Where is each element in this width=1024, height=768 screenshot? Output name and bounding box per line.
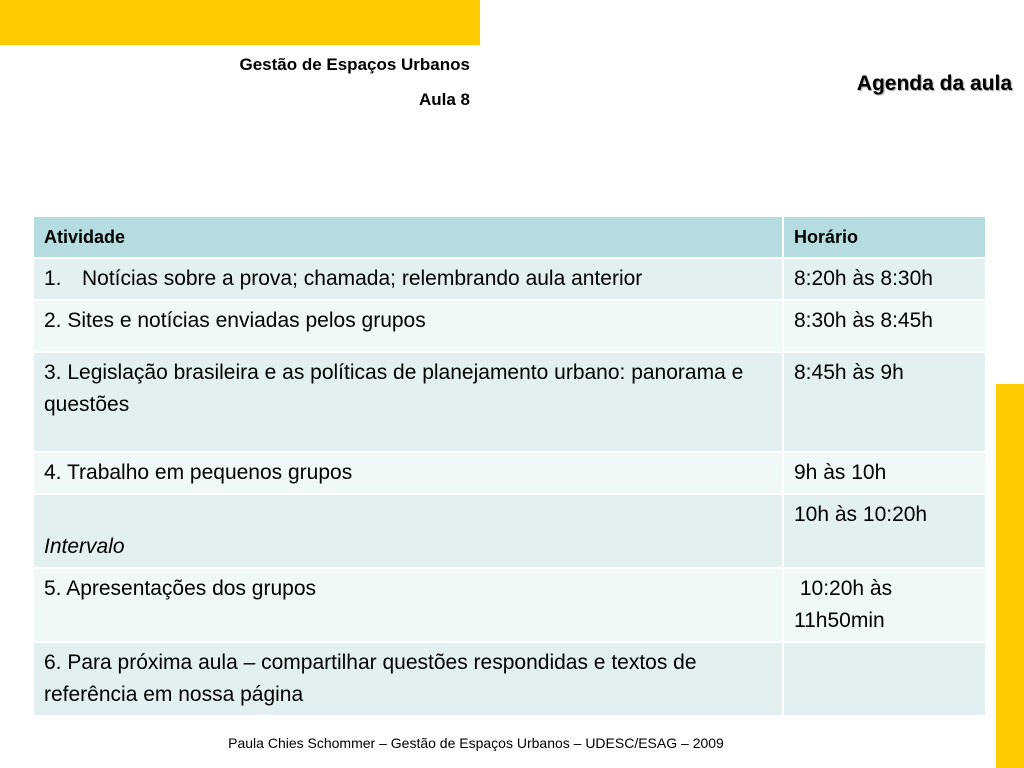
activity-cell <box>33 494 783 568</box>
agenda-table <box>32 215 987 717</box>
activity-cell <box>33 258 783 300</box>
activity-text: Notícias sobre a prova; chamada; relembrando aula anterior <box>82 267 643 290</box>
table-row <box>33 568 986 642</box>
activity-cell: 2. Sites e notícias enviadas pelos grupos <box>33 300 783 352</box>
item-number: 1. <box>44 267 62 290</box>
table-row <box>33 300 986 352</box>
table-row <box>33 494 986 568</box>
activity-cell: 4. Trabalho em pequenos grupos <box>33 452 783 494</box>
activity-cell: 5. Apresentações dos grupos <box>33 568 783 642</box>
time-cell: 8:30h às 8:45h <box>783 300 986 352</box>
table-row <box>33 352 986 452</box>
header-activity: Atividade <box>33 216 783 258</box>
activity-cell: 3. Legislação brasileira e as políticas de planejamento urbano: panorama e questões <box>33 352 783 452</box>
break-label: Intervalo <box>44 535 125 558</box>
time-cell: 10h às 10:20h <box>783 494 986 568</box>
time-cell: 8:45h às 9h <box>783 352 986 452</box>
table-header-row <box>33 216 986 258</box>
agenda-title: Agenda da aula <box>856 72 1012 95</box>
course-title: Gestão de Espaços Urbanos <box>239 55 470 74</box>
lesson-number: Aula 8 <box>418 90 470 109</box>
activity-cell: 6. Para próxima aula – compartilhar questões respondidas e textos de referência em nossa página <box>33 642 783 716</box>
time-cell: 10:20h às 11h50min <box>783 568 986 642</box>
table-row <box>33 452 986 494</box>
time-cell: 9h às 10h <box>783 452 986 494</box>
footer-credit: Paula Chies Schommer – Gestão de Espaços Urbanos – UDESC/ESAG – 2009 <box>228 735 724 751</box>
time-cell <box>783 642 986 716</box>
top-accent-bar <box>0 0 480 45</box>
time-cell: 8:20h às 8:30h <box>783 258 986 300</box>
table-row <box>33 642 986 716</box>
right-accent-bar <box>996 384 1024 768</box>
header-time: Horário <box>783 216 986 258</box>
table-row <box>33 258 986 300</box>
